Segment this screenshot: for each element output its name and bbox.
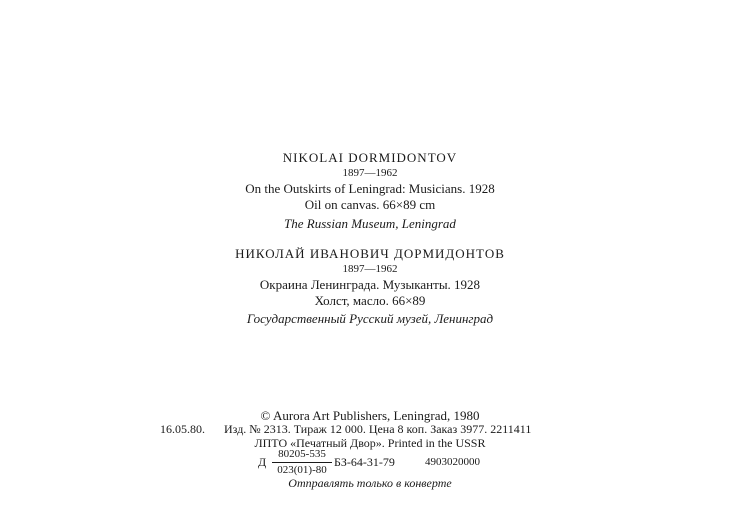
- code-fraction: [272, 448, 332, 477]
- museum-en: The Russian Museum, Leningrad: [284, 216, 456, 231]
- code-prefix: Д: [258, 455, 267, 469]
- artwork-medium-en: Oil on canvas. 66×89 cm: [304, 197, 436, 212]
- copyright-line: © Aurora Art Publishers, Leningrad, 1980: [260, 408, 480, 423]
- mailing-note: Отправлять только в конверте: [288, 476, 452, 490]
- imprint-date: 16.05.80.: [160, 422, 205, 436]
- printer-line: ЛПТО «Печатный Двор». Printed in the USSR: [254, 436, 486, 450]
- code-series: БЗ-64-31-79: [334, 455, 395, 469]
- code-numerator: 80205-535: [272, 448, 332, 463]
- artist-name-en: NIKOLAI DORMIDONTOV: [282, 150, 458, 165]
- artwork-title-en: On the Outskirts of Leningrad: Musicians. 1928: [245, 181, 495, 196]
- artwork-title-ru: Окраина Ленинграда. Музыканты. 1928: [259, 277, 481, 292]
- museum-ru: Государственный Русский музей, Ленинград: [246, 311, 494, 326]
- publication-info: Изд. № 2313. Тираж 12 000. Цена 8 коп. Заказ 3977. 2211411: [224, 422, 532, 436]
- artwork-medium-ru: Холст, масло. 66×89: [314, 293, 426, 308]
- artist-years-en: 1897—1962: [342, 167, 398, 179]
- code-denominator: 023(01)-80: [277, 464, 327, 476]
- artist-years-ru: 1897—1962: [342, 263, 398, 275]
- code-number: 4903020000: [425, 456, 480, 468]
- artist-name-ru: НИКОЛАЙ ИВАНОВИЧ ДОРМИДОНТОВ: [235, 246, 505, 261]
